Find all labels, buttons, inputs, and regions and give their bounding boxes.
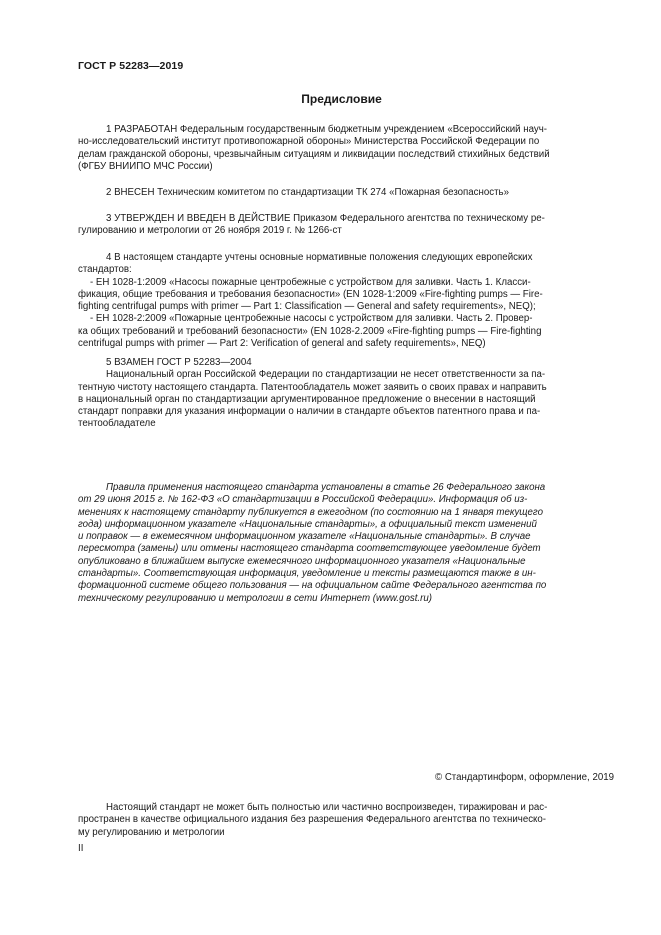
text-line: в национальный орган по стандартизации аргументированное предложение о внесении в настоящий [78,393,536,405]
application-rules [78,482,615,605]
text-line: делам гражданской обороны, чрезвычайным ситуациям и ликвидации последствий стихийных бедствий [78,148,550,160]
document-code: ГОСТ Р 52283—2019 [78,60,184,72]
text-line: (ФГБУ ВНИИПО МЧС России) [78,160,213,172]
section-approved [78,213,615,238]
list-item: - ЕН 1028-1:2009 «Насосы пожарные центробежные с устройством для заливки. Часть 1. Класси- [90,276,531,288]
text-line: 4 В настоящем стандарте учтены основные нормативные положения следующих европейских [106,252,533,263]
section-european-standards [78,252,615,350]
text-line: тентную чистоту настоящего стандарта. Патентообладатель может заявить о своих правах и направить [78,381,547,393]
text-line: техническому регулированию и метрологии в сети Интернет (www.gost.ru) [78,592,432,604]
text-line: пересмотра (замены) или отмены настоящего стандарта соответствующее уведомление будет [78,543,541,555]
text-line: 5 ВЗАМЕН ГОСТ Р 52283—2004 [106,357,252,368]
text-line: опубликовано в ближайшем выпуске ежемесячного информационного указателя «Национальные [78,555,526,567]
text-line: 3 УТВЕРЖДЕН И ВВЕДЕН В ДЕЙСТВИЕ Приказом Федерального агентства по техническому ре- [106,213,545,224]
text-line: стандарт поправки для указания информации о наличии в стандарте объектов патентного права и па- [78,406,541,418]
text-line: и поправок — в ежемесячном информационном указателе «Национальные стандарты». В случае [78,531,531,543]
text-line: менениях к настоящему стандарту публикуется в ежегодном (по состоянию на 1 января текущего [78,506,543,518]
text-line: гулированию и метрологии от 26 ноября 2019 г. № 1266-ст [78,225,342,237]
copyright: © Стандартинформ, оформление, 2019 [434,772,614,783]
text-line: от 29 июня 2015 г. № 162-ФЗ «О стандартизации в Российской Федерации». Информация об из- [78,494,528,506]
section-introduced [78,187,615,199]
page-title: Предисловие [301,92,382,106]
text-line: му регулированию и метрологии [78,826,225,838]
reproduction-notice [78,802,615,839]
text-line: Правила применения настоящего стандарта установлены в статье 26 Федерального закона [106,482,546,493]
list-item: - ЕН 1028-2:2009 «Пожарные центробежные насосы с устройством для заливки. Часть 2. Провер- [90,313,533,325]
text-line: Национальный орган Российской Федерации по стандартизации не несет ответственности за па- [106,369,546,381]
section-developed [78,124,615,173]
text-line: формационной системе общего пользования — на официальном сайте Федерального агентства по [78,580,547,592]
text-line: стандарты». Соответствующая информация, уведомление и тексты размещаются также в ин- [78,568,536,580]
text-line: fighting centrifugal pumps with primer — Part 1: Classification — General and safety requirements», NEQ); [78,301,536,313]
text-line: фикация, общие требования и требования безопасности» (EN 1028-1:2009 «Fire-fighting pumps — Fire- [78,288,543,300]
text-line: Настоящий стандарт не может быть полностью или частично воспроизведен, тиражирован и рас- [106,802,548,813]
text-line: 1 РАЗРАБОТАН Федеральным государственным бюджетным учреждением «Всероссийский науч- [106,124,548,135]
text-line: тентообладателе [78,418,156,430]
text-line: но-исследовательский институт противопожарной обороны» Министерства Российской Федерации по [78,136,540,148]
text-line: 2 ВНЕСЕН Техническим комитетом по стандартизации ТК 274 «Пожарная безопасность» [106,187,509,198]
page-number: II [78,843,84,854]
section-replaces [78,357,615,431]
text-line: centrifugal pumps with primer — Part 2: Verification of general and safety requirements», NEQ) [78,338,486,350]
text-line: стандартов: [78,264,132,276]
text-line: ка общих требований и требований безопасности» (EN 1028-2.2009 «Fire-fighting pumps — Fire-fighting [78,325,542,337]
text-line: года) информационном указателе «Национальные стандарты», а официальный текст изменений [78,518,537,530]
text-line: пространен в качестве официального издания без разрешения Федерального агентства по техническо- [78,814,547,826]
